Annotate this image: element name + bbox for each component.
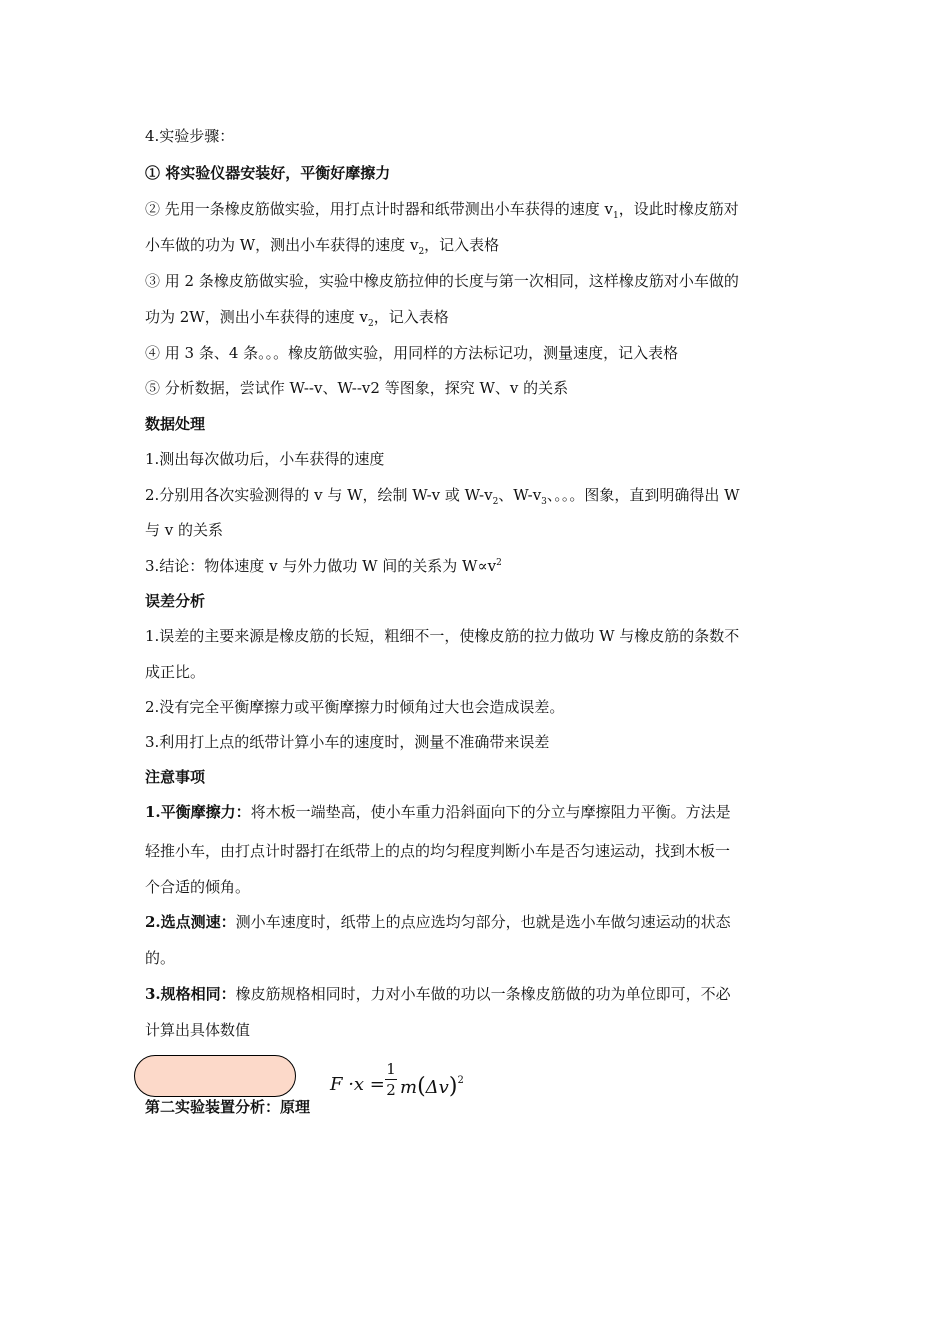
formula-close-paren: )	[448, 1074, 458, 1099]
error-analysis-heading-text: 误差分析	[145, 592, 206, 610]
notes-heading-text: 注意事项	[145, 768, 206, 786]
fraction-denominator: 2	[386, 1081, 396, 1099]
step-3b-end: ，记入表格	[373, 308, 449, 326]
step-1-text: ① 将实验仪器安装好，平衡好摩擦力	[145, 164, 391, 182]
step-1	[145, 163, 810, 183]
error-2	[145, 697, 810, 717]
steps-heading-text: 4.实验步骤：	[145, 127, 235, 145]
work-energy-formula	[330, 1060, 470, 1112]
note-3-line-2	[145, 1020, 810, 1040]
dp-item-2a-text: 2.分别用各次实验测得的 v 与 W，绘制 W-v 或 W-v	[145, 486, 493, 504]
notes-heading	[145, 767, 810, 787]
formula-mass: m	[400, 1077, 418, 1098]
error-3	[145, 732, 810, 752]
formula-right-side	[400, 1074, 464, 1099]
formula-left-side: F ·x =	[330, 1074, 385, 1095]
note-3a-text: 橡皮筋规格相同时，力对小车做的功以一条橡皮筋做的功为单位即可，不必	[235, 985, 731, 1003]
note-3b-text: 计算出具体数值	[145, 1021, 251, 1039]
subscript: 2	[418, 247, 425, 257]
step-3-line-2	[145, 307, 810, 327]
subscript: 2	[492, 497, 499, 507]
formula-open-paren: (	[417, 1074, 426, 1099]
note-2b-text: 的。	[145, 949, 176, 967]
error-3-text: 3.利用打上点的纸带计算小车的速度时，测量不准确带来误差	[145, 733, 550, 751]
dp-item-2-mid: 、W-v	[498, 486, 542, 504]
data-processing-heading-text: 数据处理	[145, 415, 206, 433]
dp-item-1	[145, 449, 810, 469]
highlight-oval-shape	[134, 1055, 296, 1097]
second-setup-heading	[145, 1097, 345, 1117]
note-3-line-1	[145, 984, 810, 1004]
error-1b-text: 成正比。	[145, 663, 206, 681]
dp-item-2-line-2	[145, 520, 810, 540]
step-2b-text: 小车做的功为 W，测出小车获得的速度 v	[145, 236, 419, 254]
subscript: 3	[541, 497, 547, 507]
note-2-label: 2.选点测速：	[145, 913, 236, 931]
error-1a-text: 1.误差的主要来源是橡皮筋的长短，粗细不一，使橡皮筋的拉力做功 W 与橡皮筋的条数不	[145, 627, 740, 645]
note-1b-text: 轻推小车，由打点计时器打在纸带上的点的均匀程度判断小车是否匀速运动，找到木板一	[145, 842, 731, 860]
fraction-bar	[385, 1079, 397, 1080]
step-2-line-2	[145, 235, 810, 255]
error-2-text: 2.没有完全平衡摩擦力或平衡摩擦力时倾角过大也会造成误差。	[145, 698, 565, 716]
formula-delta-v: Δv	[425, 1077, 449, 1098]
note-1c-text: 个合适的倾角。	[145, 878, 251, 896]
step-5	[145, 378, 810, 398]
subscript: 2	[367, 319, 374, 329]
second-setup-heading-text: 第二实验装置分析：原理	[145, 1098, 311, 1116]
formula-fraction	[385, 1060, 397, 1099]
step-2a-text: ② 先用一条橡皮筋做实验，用打点计时器和纸带测出小车获得的速度 v	[145, 200, 614, 218]
dp-conclusion	[145, 556, 810, 576]
step-2a-end: ，设此时橡皮筋对	[618, 200, 739, 218]
note-2-line-1	[145, 912, 810, 932]
note-1-line-3	[145, 877, 810, 897]
dp-item-2b-text: 与 v 的关系	[145, 521, 224, 539]
data-processing-heading	[145, 414, 810, 434]
step-2-line-1	[145, 199, 810, 219]
note-2-line-2	[145, 948, 810, 968]
step-3-line-1	[145, 271, 810, 291]
note-1-line-2	[145, 841, 810, 861]
note-3-label: 3.规格相同：	[145, 985, 236, 1003]
note-1a-text: 将木板一端垫高，使小车重力沿斜面向下的分立与摩擦阻力平衡。方法是	[250, 803, 731, 821]
error-1-line-1	[145, 626, 810, 646]
step-3b-text: 功为 2W，测出小车获得的速度 v	[145, 308, 368, 326]
dp-item-2-line-1	[145, 485, 810, 505]
dp-item-2-end: 、。。。图象，直到明确得出 W	[546, 486, 740, 504]
error-1-line-2	[145, 662, 810, 682]
fraction-numerator: 1	[386, 1060, 396, 1078]
formula-square: 2	[457, 1075, 464, 1086]
note-1-line-1	[145, 802, 810, 822]
error-analysis-heading	[145, 591, 810, 611]
step-4-text: ④ 用 3 条、4 条。。。橡皮筋做实验，用同样的方法标记功，测量速度，记入表格	[145, 344, 679, 362]
steps-heading	[145, 126, 810, 146]
note-2a-text: 测小车速度时，纸带上的点应选均匀部分，也就是选小车做匀速运动的状态	[235, 913, 731, 931]
superscript: 2	[496, 558, 502, 568]
subscript: 1	[613, 211, 619, 221]
step-2b-end: ，记入表格	[424, 236, 500, 254]
step-3a-text: ③ 用 2 条橡皮筋做实验，实验中橡皮筋拉伸的长度与第一次相同，这样橡皮筋对小车做的	[145, 272, 739, 290]
step-5-text: ⑤ 分析数据，尝试作 W--v、W--v2 等图象，探究 W、v 的关系	[145, 379, 569, 397]
note-1-label: 1.平衡摩擦力：	[145, 803, 251, 821]
dp-conclusion-text: 3.结论：物体速度 v 与外力做功 W 间的关系为 W∝v	[145, 557, 497, 575]
dp-item-1-text: 1.测出每次做功后，小车获得的速度	[145, 450, 385, 468]
step-4	[145, 343, 810, 363]
